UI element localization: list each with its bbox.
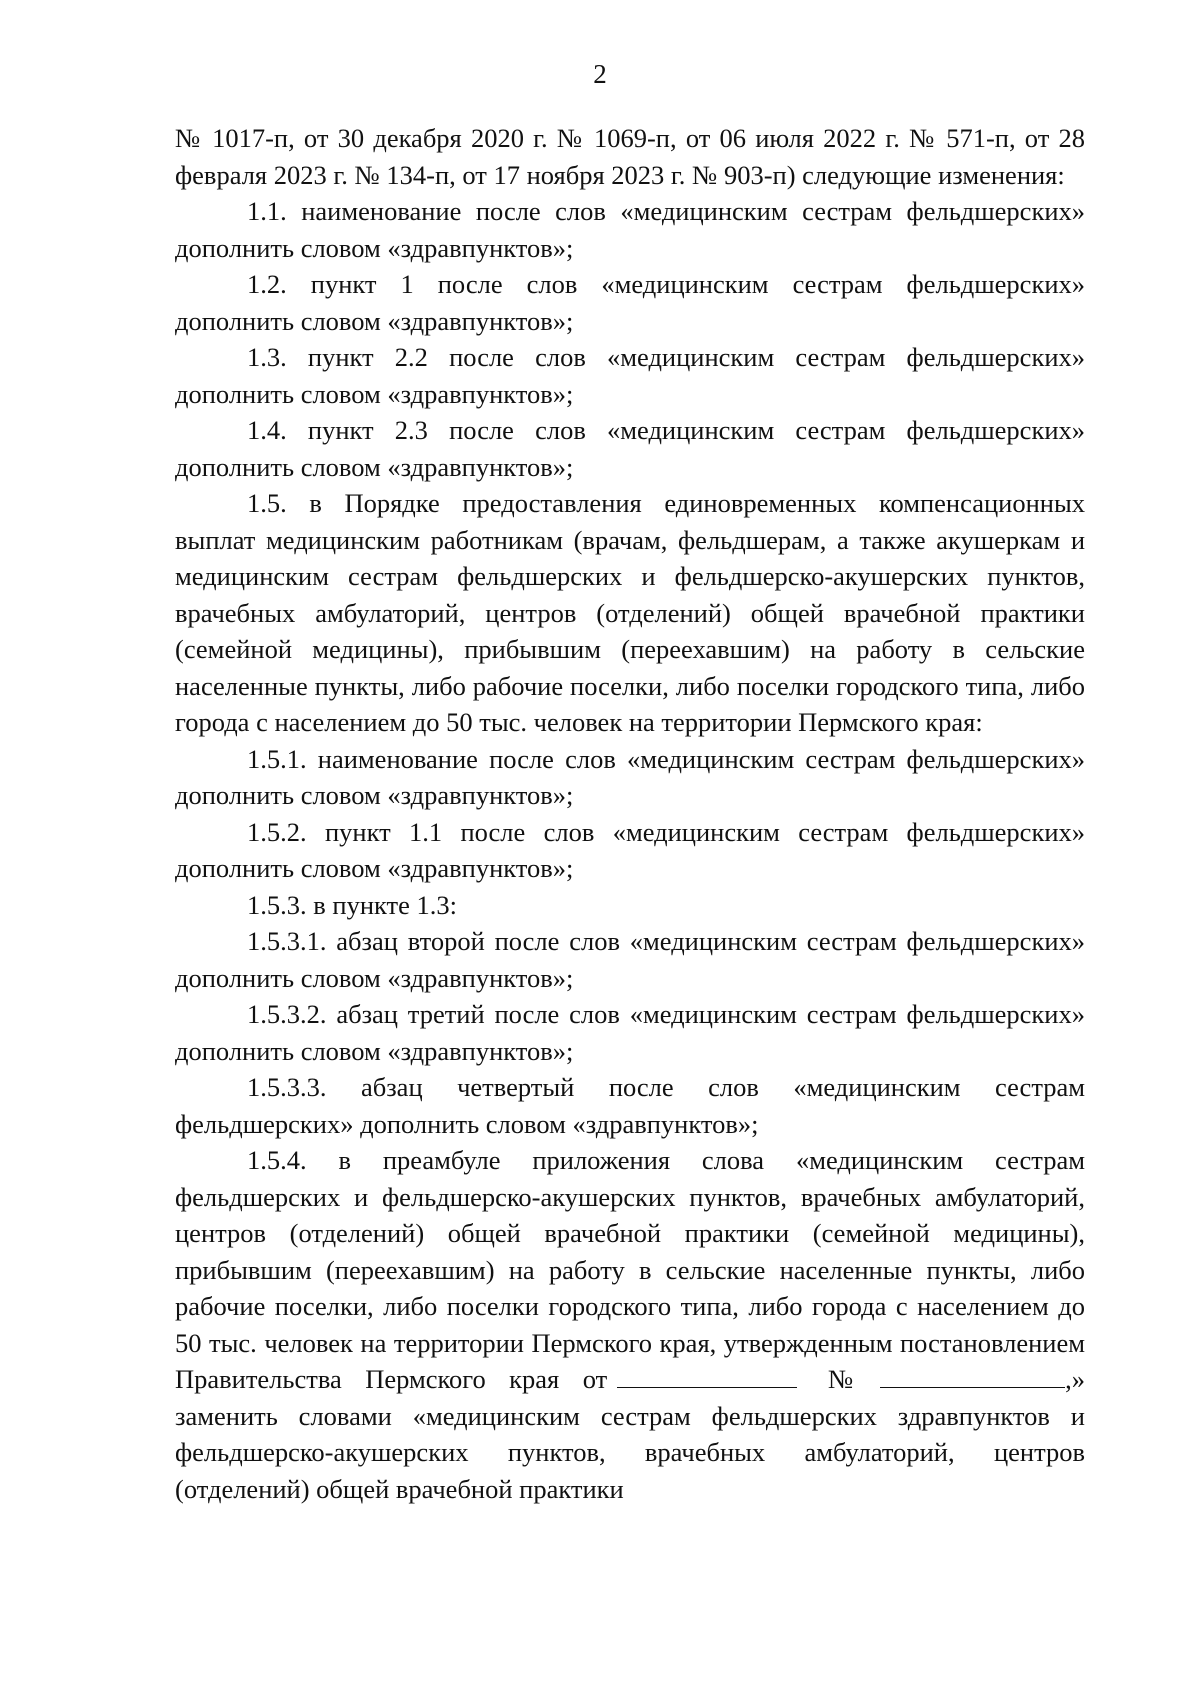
paragraph-1-5-3: 1.5.3. в пункте 1.3:	[247, 889, 457, 920]
paragraph-1-5-4-part2: ,» заменить словами «медицинским сестрам фельдшерских здравпунктов и фельдшерско-акушерских пунктов, врачебных амбулаторий, центров (отделений) общей врачебной практики	[175, 1364, 1085, 1504]
document-body	[175, 120, 1085, 1507]
paragraph-1-5-3-2: 1.5.3.2. абзац третий после слов «медицинским сестрам фельдшерских» дополнить словом «здравпунктов»;	[175, 999, 1085, 1066]
paragraph-intro: № 1017-п, от 30 декабря 2020 г. № 1069-п, от 06 июля 2022 г. № 571-п, от 28 февраля 2023 г. № 134-п, от 17 ноября 2023 г. № 903-п) следующие изменения:	[175, 123, 1085, 190]
paragraph-1-2: 1.2. пункт 1 после слов «медицинским сестрам фельдшерских» дополнить словом «здравпунктов»;	[175, 269, 1085, 336]
paragraph-1-5: 1.5. в Порядке предоставления единовременных компенсационных выплат медицинским работникам (врачам, фельдшерам, а также акушеркам и медицинским сестрам фельдшерских и фельдшерско-акушерских пунктов, врачебных амбулаторий, центров (отделений) общей врачебной практики (семейной медицины), прибывшим (переехавшим) на работу в сельские населенные пункты, либо рабочие поселки, либо поселки городского типа, либо города с населением до 50 тыс. человек на территории Пермского края:	[175, 488, 1085, 737]
paragraph-1-5-2: 1.5.2. пункт 1.1 после слов «медицинским сестрам фельдшерских» дополнить словом «здравпунктов»;	[175, 816, 1085, 883]
page-number: 2	[593, 59, 607, 89]
number-blank-line	[880, 1363, 1065, 1388]
number-sign: №	[811, 1364, 871, 1394]
paragraph-1-5-3-1: 1.5.3.1. абзац второй после слов «медицинским сестрам фельдшерских» дополнить словом «здравпунктов»;	[175, 926, 1085, 993]
date-blank-line	[617, 1363, 797, 1388]
paragraph-1-1: 1.1. наименование после слов «медицинским сестрам фельдшерских» дополнить словом «здравпунктов»;	[175, 196, 1085, 263]
paragraph-1-4: 1.4. пункт 2.3 после слов «медицинским сестрам фельдшерских» дополнить словом «здравпунктов»;	[175, 415, 1085, 482]
paragraph-1-5-1: 1.5.1. наименование после слов «медицинским сестрам фельдшерских» дополнить словом «здравпунктов»;	[175, 743, 1085, 810]
paragraph-1-5-3-3: 1.5.3.3. абзац четвертый после слов «медицинским сестрам фельдшерских» дополнить словом «здравпунктов»;	[175, 1072, 1085, 1139]
paragraph-1-5-4-part1: 1.5.4. в преамбуле приложения слова «медицинским сестрам фельдшерских и фельдшерско-акушерских пунктов, врачебных амбулаторий, центров (отделений) общей врачебной практики (семейной медицины), прибывшим (переехавшим) на работу в сельские населенные пункты, либо рабочие поселки, либо поселки городского типа, либо города с населением до 50 тыс. человек на территории Пермского края, утвержденным постановлением Правительства Пермского края от	[175, 1145, 1085, 1394]
paragraph-1-5-4	[175, 1142, 1085, 1507]
paragraph-1-3: 1.3. пункт 2.2 после слов «медицинским сестрам фельдшерских» дополнить словом «здравпунктов»;	[175, 342, 1085, 409]
